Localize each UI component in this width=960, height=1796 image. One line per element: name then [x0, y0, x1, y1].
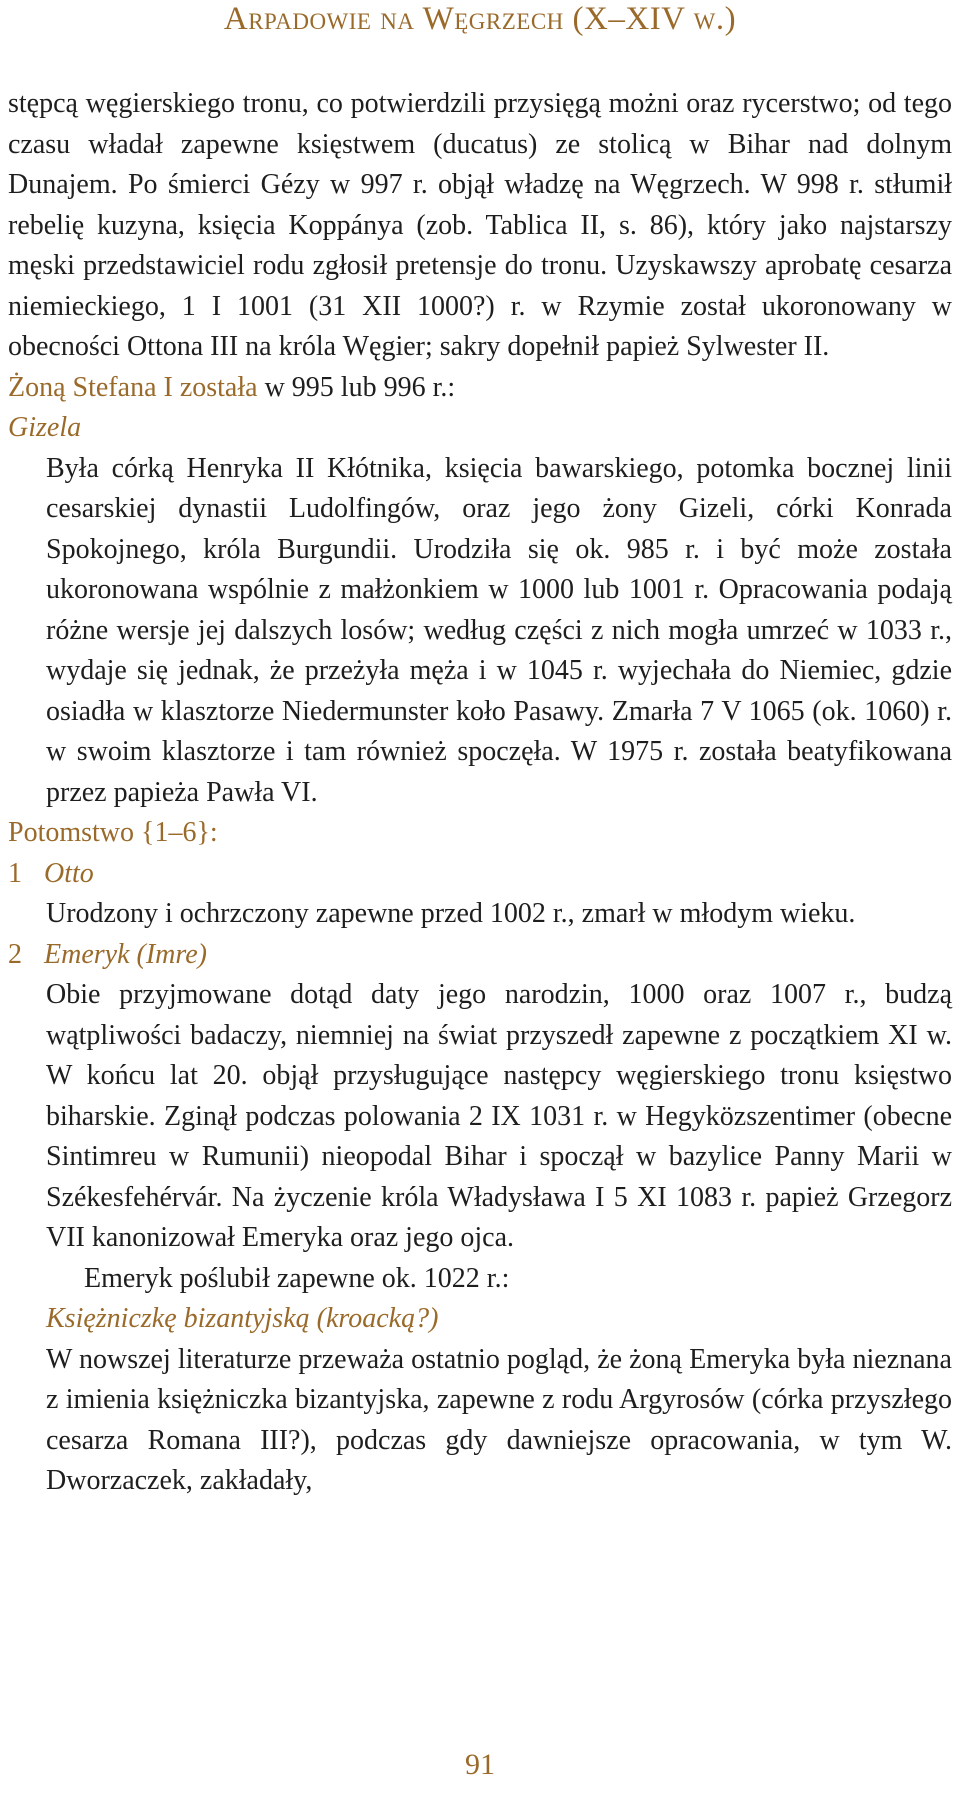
- offspring-heading: Potomstwo {1–6}:: [8, 817, 218, 848]
- wife-description: Była córką Henryka II Kłótnika, księcia bawarskiego, potomka bocznej linii cesarskiej dynastii Ludolfingów, oraz jego żony Gizeli, córki Konrada Spokojnego, króla Burgundii. Urodziła się ok. 985 r. i być może została ukoronowana wspólnie z małżonkiem w 1000 lub 1001 r. Opracowania podają różne wersje jej dalszych losów; według części z nich mogła umrzeć w 1033 r., wydaje się jednak, że przeżyła męża i w 1045 r. wyjechała do Niemiec, gdzie osiadła w klasztorze Niedermunster koło Pasawy. Zmarła 7 V 1065 (ok. 1060) r. w swoim klasztorze i tam również spoczęła. W 1975 r. została beatyfikowana przez papieża Pawła VI.: [46, 452, 952, 808]
- child-heading: [8, 854, 952, 895]
- emeryk-wife-description: W nowszej literaturze przeważa ostatnio pogląd, że żoną Emeryka była nieznana z imienia księżniczka bizantyjska, zapewne z rodu Argyrosów (córka przyszłego cesarza Romana III?), podczas gdy dawniejsze opracowania, w tym W. Dworzaczek, zakładały,: [46, 1343, 952, 1496]
- child-description: Obie przyjmowane dotąd daty jego narodzin, 1000 oraz 1007 r., budzą wątpliwości badaczy, niemniej na świat przyszedł zapewne z początkiem XI w. W końcu lat 20. objął przysługujące następcy węgierskiego tronu księstwo biharskie. Zginął podczas polowania 2 IX 1031 r. w Hegyközszentimer (obecne Sintimreu w Rumunii) nieopodal Bihar i spoczął w bazylice Panny Marii w Székesfehérvár. Na życzenie króla Władysława I 5 XI 1083 r. papież Grzegorz VII kanonizował Emeryka oraz jego ojca.: [46, 979, 952, 1253]
- child-number: 2: [8, 938, 22, 970]
- child-number: 1: [8, 857, 22, 889]
- wife-name: Gizela: [8, 412, 82, 443]
- page-number: 91: [465, 1748, 495, 1781]
- child-name: Emeryk (Imre): [44, 938, 207, 970]
- intro-paragraph: stępcą węgierskiego tronu, co potwierdzili przysięgą możni oraz rycerstwo; od tego czasu władał zapewne księstwem (ducatus) ze stolicą w Bihar nad dolnym Dunajem. Po śmierci Gézy w 997 r. objął władzę na Węgrzech. W 998 r. stłumił rebelię kuzyna, księcia Koppánya (zob. Tablica II, s. 86), który jako najstarszy męski przedstawiciel rodu zgłosił pretensje do tronu. Uzyskawszy aprobatę cesarza niemieckiego, 1 I 1001 (31 XII 1000?) r. w Rzymie został ukoronowany w obecności Ottona III na króla Węgier; sakry dopełnił papież Sylwester II.: [8, 88, 952, 362]
- emeryk-marriage-line: Emeryk poślubił zapewne ok. 1022 r.:: [84, 1262, 510, 1294]
- running-header: Arpadowie na Węgrzech (X–XIV w.): [223, 1, 737, 37]
- child-name: Otto: [44, 857, 94, 889]
- page-body: [8, 84, 952, 1502]
- child-description: Urodzony i ochrzczony zapewne przed 1002 r., zmarł w młodym wieku.: [46, 898, 856, 929]
- wife-intro-label: Żoną Stefana I została: [8, 371, 258, 403]
- emeryk-wife-name: Księżniczkę bizantyjską (kroacką?): [46, 1303, 439, 1334]
- wife-intro-line: [8, 368, 952, 409]
- wife-intro-rest: w 995 lub 996 r.:: [257, 371, 456, 403]
- child-heading: [8, 935, 952, 976]
